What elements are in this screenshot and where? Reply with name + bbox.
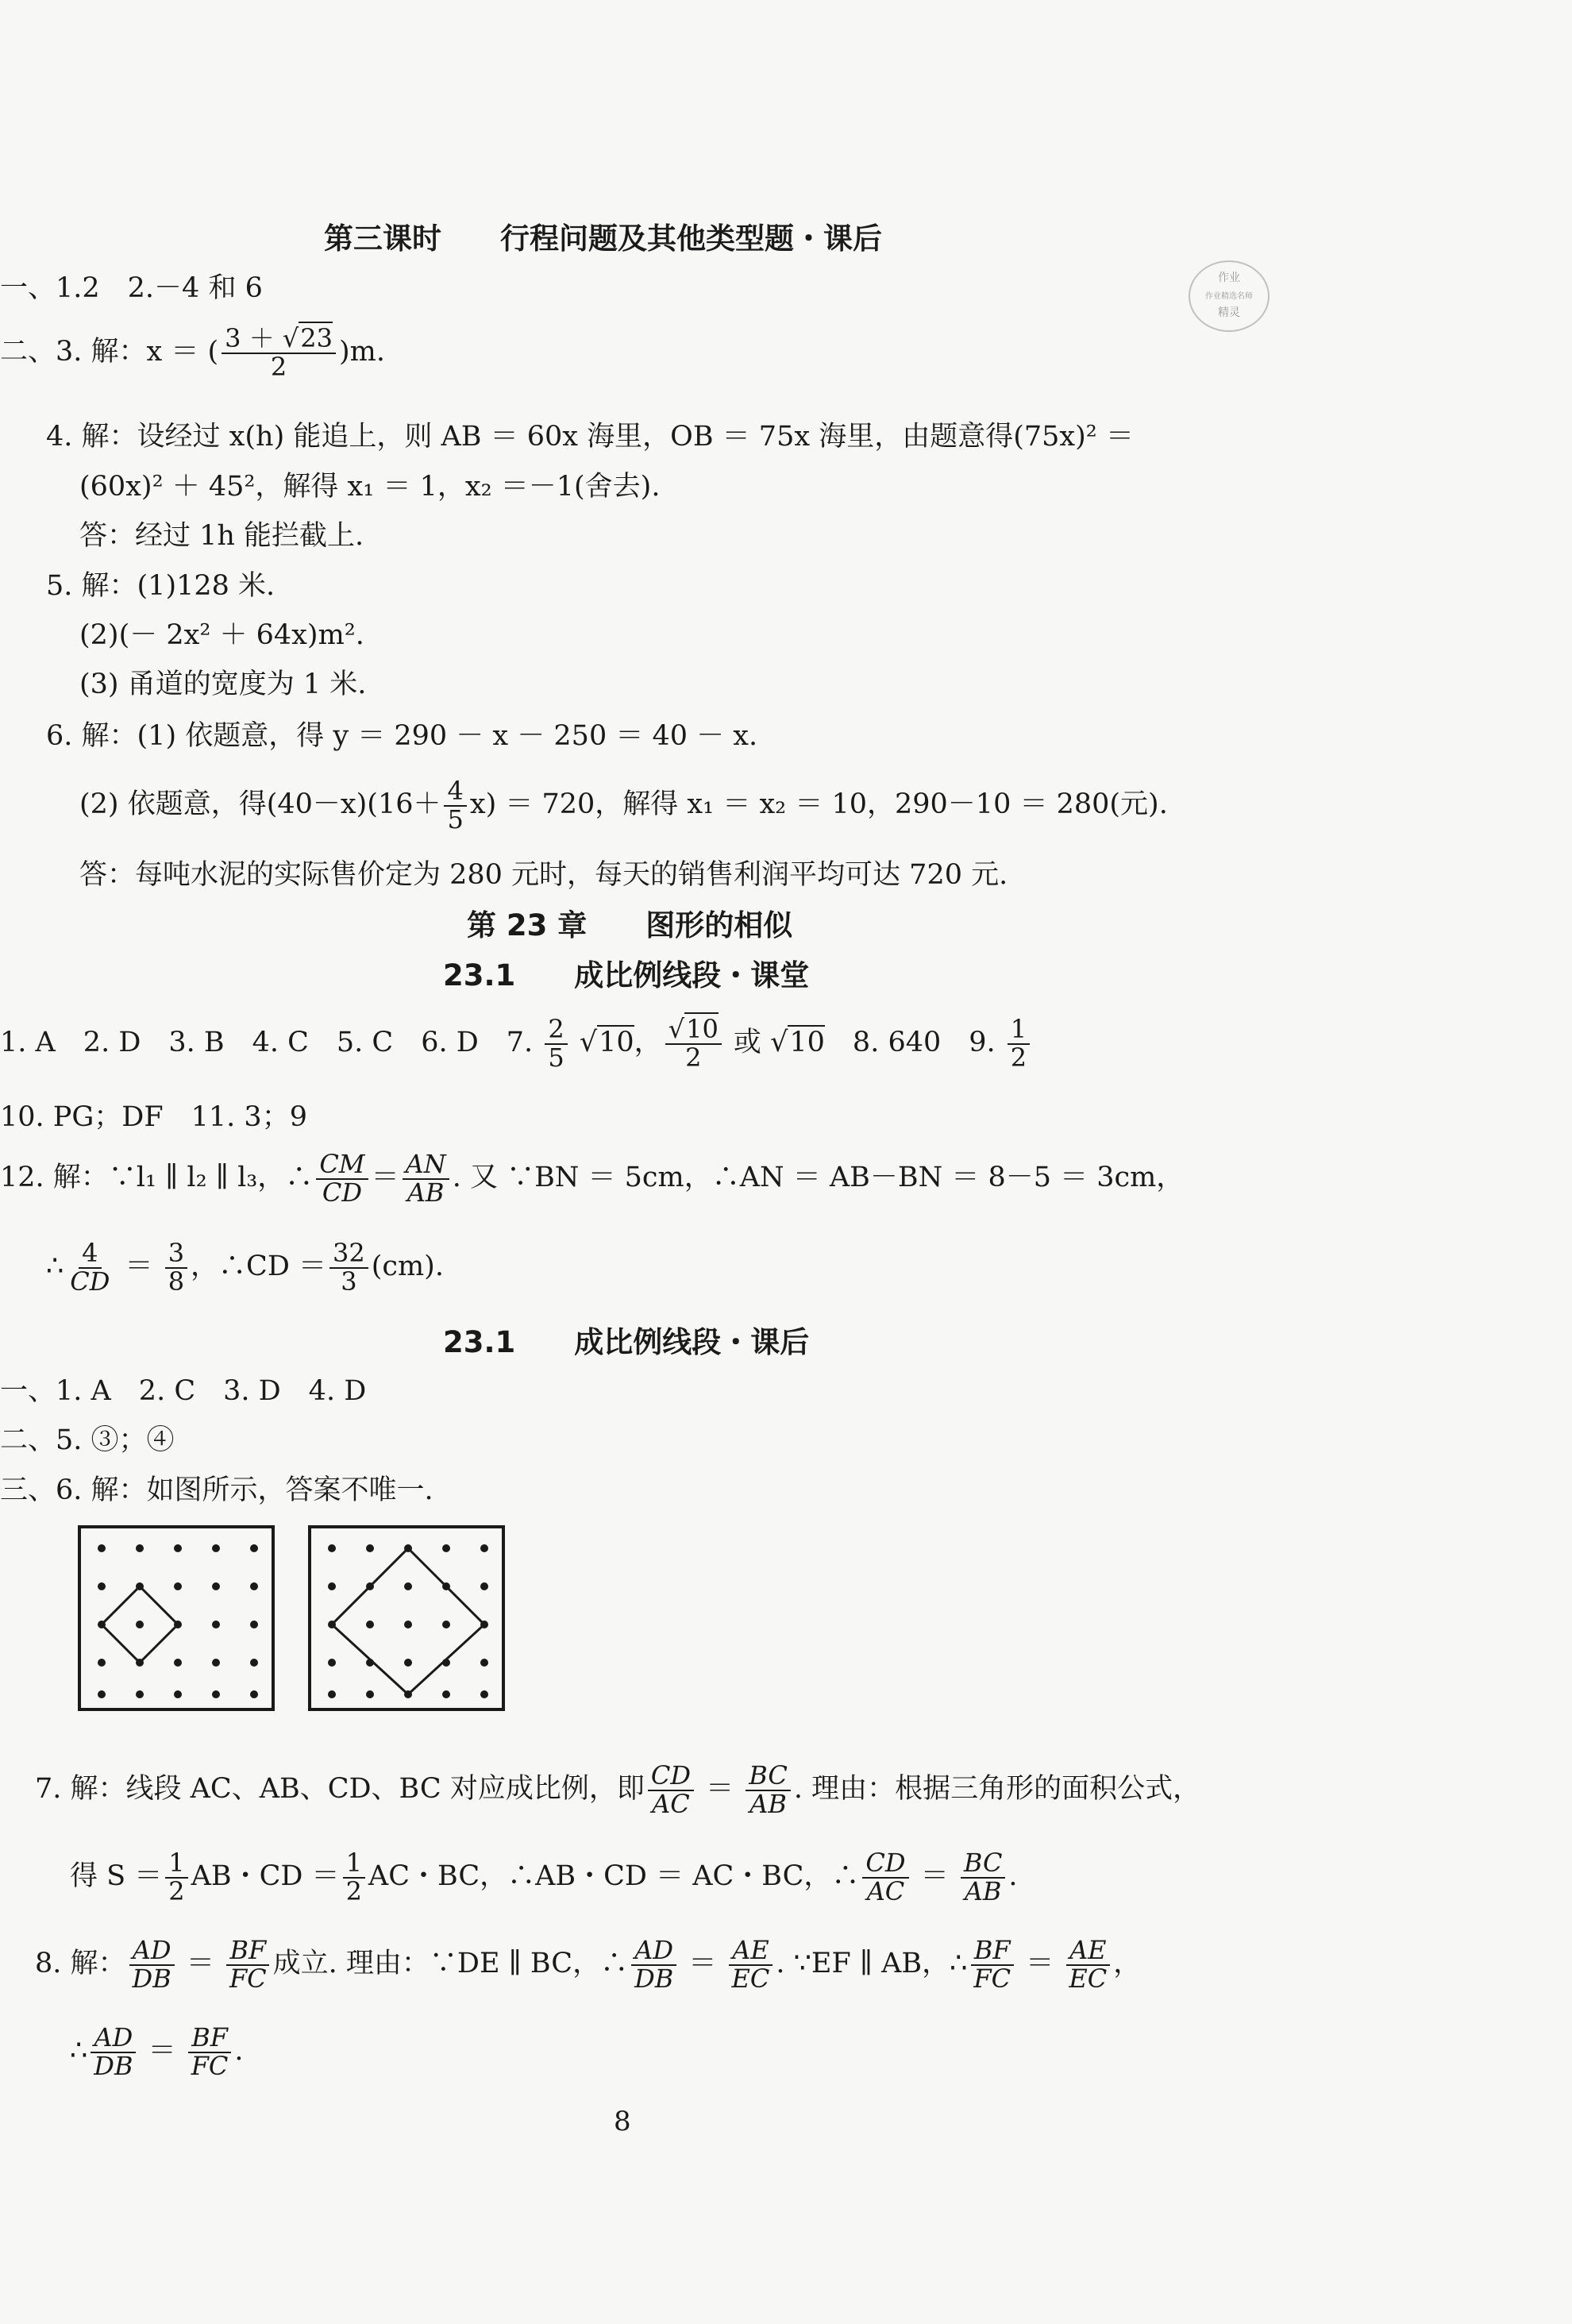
fraction: $\frac{AE}{EC}$ xyxy=(1065,1937,1110,1992)
fraction: $\frac{√10}{2}$ xyxy=(665,1016,722,1071)
answer-line: 4. 解：设经过 x(h) 能追上，则 AB ＝ 60x 海里，OB ＝ 75x 海里，由题意得(75x)² ＝ xyxy=(46,421,1134,453)
answer-line: ∴ $\frac{AD}{DB}$ ＝ $\frac{BF}{FC}$ . xyxy=(70,2022,244,2081)
fraction: $\frac{BF}{FC}$ xyxy=(188,2025,232,2079)
fraction: $\frac{2}{5}$ xyxy=(545,1016,567,1071)
answer-line: 10. PG；DF 11. 3；9 xyxy=(0,1101,307,1133)
answer-line: 一、1. A 2. C 3. D 4. D xyxy=(0,1375,367,1407)
grid-right xyxy=(310,1527,503,1709)
svg-text:作业精选名师: 作业精选名师 xyxy=(1205,292,1253,301)
fraction: $\frac{AE}{EC}$ xyxy=(729,1937,773,1992)
fraction: $\frac{BC}{AB}$ xyxy=(961,1850,1006,1905)
answer-line: 三、6. 解：如图所示，答案不唯一. xyxy=(0,1474,433,1506)
answer-line: 答：每吨水泥的实际售价定为 280 元时，每天的销售利润平均可达 720 元. xyxy=(79,859,1008,891)
fraction: $\frac{AN}{AB}$ xyxy=(403,1151,449,1206)
fraction: $\frac{BC}{AB}$ xyxy=(746,1763,791,1817)
grid-left xyxy=(79,1527,273,1709)
answer-line: 8. 解： $\frac{AD}{DB}$ ＝ $\frac{BF}{FC}$ 成立. 理由：∵DE ∥ BC，∴ $\frac{AD}{DB}$ ＝ $\frac{AE}{EC}$ . ∵EF ∥ AB，∴ $\frac{BF}{FC}$ ＝ $\frac{AE}{EC}$ ， xyxy=(35,1935,1142,1994)
svg-text:精灵: 精灵 xyxy=(1218,306,1240,319)
page-number: 8 xyxy=(614,2106,631,2137)
answer-line: (3) 甬道的宽度为 1 米. xyxy=(79,669,367,700)
fraction: $\frac{CM}{CD}$ xyxy=(316,1151,368,1206)
answer-line: 1. A 2. D 3. B 4. C 5. C 6. D 7. $\frac{2}{5}$ √10， $\frac{√10}{2}$ 或 √10 8. 640 9. $\frac{1}{2}$ xyxy=(0,1016,1033,1071)
chapter-title: 第 23 章 图形的相似 xyxy=(467,908,793,942)
answer-line: 得 S ＝ $\frac{1}{2}$ AB・CD ＝ $\frac{1}{2}$ AC・BC，∴AB・CD ＝ AC・BC，∴ $\frac{CD}{AC}$ ＝ $\frac{BC}{AB}$ . xyxy=(70,1848,1018,1906)
answer-line: (2)(－ 2x² ＋ 64x)m². xyxy=(79,619,364,651)
fraction: $\frac{4}{5}$ xyxy=(444,778,466,833)
watermark-stamp xyxy=(1181,252,1277,347)
fraction: $\frac{CD}{AC}$ xyxy=(648,1763,694,1817)
fraction: $\frac{3}{8}$ xyxy=(165,1240,187,1295)
dot-grid-figure xyxy=(78,1524,507,1715)
answer-line: 7. 解：线段 AC、AB、CD、BC 对应成比例，即 $\frac{CD}{AC}$ ＝ $\frac{BC}{AB}$ . 理由：根据三角形的面积公式， xyxy=(35,1760,1201,1819)
fraction: $\frac{AD}{DB}$ xyxy=(129,1937,175,1992)
fraction: $\frac{AD}{DB}$ xyxy=(631,1937,676,1992)
answer-line: 二、3. 解：x ＝ ( $\frac{3 + √23}{2}$ )m. xyxy=(0,323,385,382)
fraction: $\frac{1}{2}$ xyxy=(165,1850,187,1905)
section-title-2: 23.1 成比例线段・课堂 xyxy=(443,958,810,992)
fraction: $\frac{1}{2}$ xyxy=(343,1850,365,1905)
fraction: $\frac{BF}{FC}$ xyxy=(970,1937,1014,1992)
fraction: $\frac{3 + √23}{2}$ xyxy=(222,326,336,380)
answer-line: 12. 解：∵l₁ ∥ l₂ ∥ l₃，∴ $\frac{CM}{CD}$ ＝ $\frac{AN}{AB}$ . 又 ∵BN ＝ 5cm，∴AN ＝ AB－BN ＝ 8－5 ＝ 3cm， xyxy=(0,1149,1185,1208)
fraction: $\frac{4}{CD}$ xyxy=(70,1238,110,1297)
fraction: $\frac{CD}{AC}$ xyxy=(862,1850,908,1905)
answer-line: 6. 解：(1) 依题意，得 y ＝ 290 － x － 250 ＝ 40 － x. xyxy=(46,720,758,752)
fraction: $\frac{32}{3}$ xyxy=(329,1240,368,1295)
fraction: $\frac{1}{2}$ xyxy=(1008,1016,1030,1071)
answer-line: (60x)² ＋ 45²，解得 x₁ ＝ 1，x₂ ＝－1(舍去). xyxy=(79,471,661,503)
answer-line: ∴ $\frac{4}{CD}$ ＝ $\frac{3}{8}$ ，∴CD ＝ $\frac{32}{3}$ (cm). xyxy=(46,1238,444,1297)
section-title-1: 第三课时 行程问题及其他类型题・课后 xyxy=(324,222,882,256)
answer-line: 答：经过 1h 能拦截上. xyxy=(79,520,364,552)
fraction: $\frac{BF}{FC}$ xyxy=(226,1937,270,1992)
answer-line: 一、1.2 2.－4 和 6 xyxy=(0,272,263,304)
section-title-3: 23.1 成比例线段・课后 xyxy=(443,1325,810,1359)
answer-line: 二、5. ③；④ xyxy=(0,1424,175,1456)
answer-line: (2) 依题意，得(40－x)(16＋ $\frac{4}{5}$ x) ＝ 720，解得 x₁ ＝ x₂ ＝ 10，290－10 ＝ 280(元). xyxy=(79,776,1168,834)
fraction: $\frac{AD}{DB}$ xyxy=(91,2025,136,2079)
svg-text:作业: 作业 xyxy=(1218,272,1240,284)
answer-line: 5. 解：(1)128 米. xyxy=(46,570,275,602)
